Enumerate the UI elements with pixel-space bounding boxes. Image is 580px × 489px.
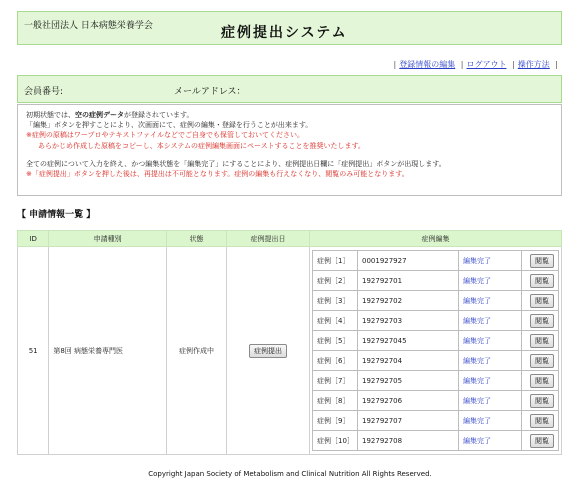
row-type: 第8回 病態栄養専門医	[49, 247, 166, 455]
view-cell	[522, 391, 559, 411]
view-cell	[522, 291, 559, 311]
logout-link[interactable]: ログアウト	[466, 60, 507, 69]
header-submit-date: 症例提出日	[227, 231, 310, 247]
notice-line-2: 「編集」ボタンを押すことにより、次画面にて、症例の編集・登録を行うことが出来ます。	[26, 121, 313, 130]
case-number: 192792705	[358, 371, 459, 391]
case-row	[313, 251, 559, 271]
view-case-button[interactable]: 閲覧	[530, 294, 554, 308]
view-case-button[interactable]: 閲覧	[530, 334, 554, 348]
view-cell	[522, 311, 559, 331]
notice-line-3: ※症例の原稿はワープロやテキストファイルなどでご自身でも保管しておいてください。	[26, 131, 305, 140]
top-links: | 登録情報の編集 | ログアウト | 操作方法 |	[393, 60, 558, 69]
notice-line-5: 全ての症例について入力を終え、かつ編集状態を「編集完了」にすることにより、症例提出日欄に「症例提出」ボタンが出現します。	[26, 159, 446, 168]
case-number: 192792702	[358, 291, 459, 311]
header-case-edit: 症例編集	[310, 231, 562, 247]
case-label: 症例［5］	[313, 331, 358, 351]
header-id: ID	[18, 231, 49, 247]
case-row	[313, 431, 559, 451]
case-status-link[interactable]: 編集完了	[459, 351, 522, 371]
help-link[interactable]: 操作方法	[517, 60, 550, 69]
case-list	[312, 250, 559, 451]
application-table	[17, 230, 562, 455]
row-status: 症例作成中	[166, 247, 226, 455]
case-label: 症例［3］	[313, 291, 358, 311]
header-status: 状態	[166, 231, 226, 247]
case-status-link[interactable]: 編集完了	[459, 311, 522, 331]
view-cell	[522, 411, 559, 431]
table-header-row	[18, 231, 562, 247]
page-title: 症例提出システム	[221, 25, 348, 41]
case-status-link[interactable]: 編集完了	[459, 371, 522, 391]
view-case-button[interactable]: 閲覧	[530, 254, 554, 268]
table-row	[18, 247, 562, 455]
case-row	[313, 271, 559, 291]
view-case-button[interactable]: 閲覧	[530, 434, 554, 448]
view-case-button[interactable]: 閲覧	[530, 414, 554, 428]
case-row	[313, 391, 559, 411]
notice-line-1: 初期状態では、空の症例データが登録されています。	[26, 111, 194, 119]
submit-cell	[227, 247, 310, 455]
case-status-link[interactable]: 編集完了	[459, 271, 522, 291]
case-label: 症例［9］	[313, 411, 358, 431]
view-case-button[interactable]: 閲覧	[530, 374, 554, 388]
case-number: 192792704	[358, 351, 459, 371]
notice-line-4: あらかじめ作成した原稿をコピーし、本システムの症例編集画面にペーストすることを推奨いたします。	[38, 141, 365, 150]
case-number: 0001927927	[358, 251, 459, 271]
section-title: 【 申請情報一覧 】	[17, 210, 96, 220]
case-status-link[interactable]: 編集完了	[459, 431, 522, 451]
case-label: 症例［2］	[313, 271, 358, 291]
case-number: 192792701	[358, 271, 459, 291]
case-label: 症例［7］	[313, 371, 358, 391]
case-row	[313, 411, 559, 431]
member-info-bar	[17, 75, 562, 103]
view-cell	[522, 371, 559, 391]
case-status-link[interactable]: 編集完了	[459, 251, 522, 271]
case-row	[313, 371, 559, 391]
view-cell	[522, 431, 559, 451]
case-status-link[interactable]: 編集完了	[459, 291, 522, 311]
notice-line-6: ※「症例提出」ボタンを押した後は、再提出は不可能となります。症例の編集も行えなくなり、閲覧のみ可能となります。	[26, 170, 409, 179]
case-label: 症例［4］	[313, 311, 358, 331]
case-row	[313, 291, 559, 311]
view-cell	[522, 351, 559, 371]
view-cell	[522, 331, 559, 351]
case-number: 192792708	[358, 431, 459, 451]
view-case-button[interactable]: 閲覧	[530, 394, 554, 408]
organization-name: 一般社団法人 日本病態栄養学会	[24, 21, 153, 31]
view-cell	[522, 271, 559, 291]
notice-box	[17, 104, 562, 196]
case-row	[313, 351, 559, 371]
case-status-link[interactable]: 編集完了	[459, 331, 522, 351]
case-number: 192792706	[358, 391, 459, 411]
header-banner	[17, 11, 562, 45]
case-label: 症例［8］	[313, 391, 358, 411]
case-label: 症例［6］	[313, 351, 358, 371]
case-row	[313, 311, 559, 331]
view-case-button[interactable]: 閲覧	[530, 354, 554, 368]
case-number: 192792707	[358, 411, 459, 431]
row-id: 51	[18, 247, 49, 455]
case-edit-cell	[310, 247, 562, 455]
copyright: Copyright Japan Society of Metabolism and Clinical Nutrition All Rights Reserved.	[148, 470, 432, 478]
case-row	[313, 331, 559, 351]
view-case-button[interactable]: 閲覧	[530, 274, 554, 288]
case-label: 症例［10］	[313, 431, 358, 451]
view-case-button[interactable]: 閲覧	[530, 314, 554, 328]
case-number: 192792703	[358, 311, 459, 331]
header-type: 申請種別	[49, 231, 166, 247]
case-label: 症例［1］	[313, 251, 358, 271]
case-number: 1927927045	[358, 331, 459, 351]
email-label: メールアドレス：	[174, 87, 246, 97]
member-number-label: 会員番号:	[24, 87, 64, 97]
edit-registration-link[interactable]: 登録情報の編集	[399, 60, 456, 69]
case-status-link[interactable]: 編集完了	[459, 411, 522, 431]
submit-case-button[interactable]: 症例提出	[249, 344, 287, 358]
view-cell	[522, 251, 559, 271]
case-status-link[interactable]: 編集完了	[459, 391, 522, 411]
